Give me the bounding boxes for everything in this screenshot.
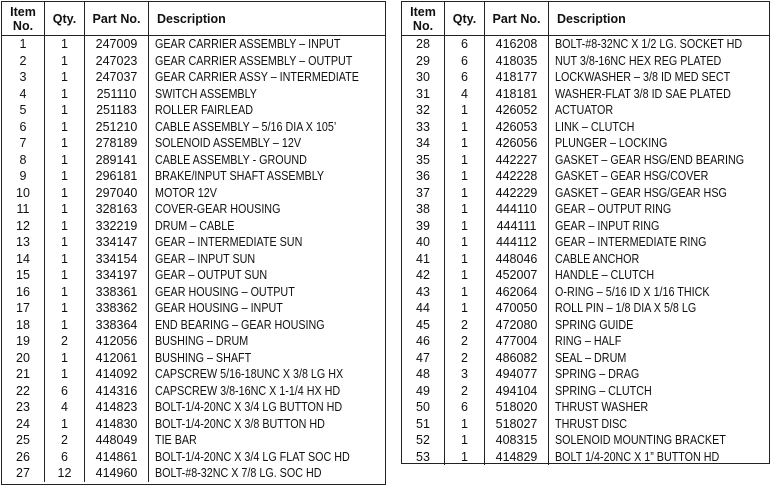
item-no-cell: 45	[402, 317, 445, 334]
table-row	[402, 416, 769, 433]
table-row	[2, 102, 385, 119]
qty-cell: 1	[445, 234, 485, 251]
part-no-cell: 426052	[485, 102, 549, 119]
item-no-cell: 53	[402, 449, 445, 466]
qty-cell: 6	[445, 69, 485, 86]
qty-cell: 1	[445, 185, 485, 202]
table-row	[2, 432, 385, 449]
header-description: Description	[157, 11, 226, 26]
table-row	[402, 218, 769, 235]
table-row	[402, 234, 769, 251]
item-no-cell: 17	[2, 300, 45, 317]
description-cell: SPRING GUIDE	[555, 317, 634, 332]
description-cell: GEAR – OUTPUT RING	[555, 202, 672, 216]
item-no-cell: 48	[402, 366, 445, 383]
description-cell: END BEARING – GEAR HOUSING	[155, 317, 325, 332]
part-no-cell: 470050	[485, 300, 549, 317]
item-no-cell: 28	[402, 36, 445, 53]
item-no-cell: 15	[2, 267, 45, 284]
item-no-cell: 36	[402, 168, 445, 185]
description-cell: BOLT-#8-32NC X 1/2 LG. SOCKET HD	[555, 37, 743, 51]
item-no-cell: 23	[2, 399, 45, 416]
item-no-cell: 35	[402, 152, 445, 169]
part-no-cell: 297040	[85, 185, 149, 202]
item-no-cell: 22	[2, 383, 45, 400]
item-no-cell: 12	[2, 218, 45, 235]
qty-cell: 1	[45, 201, 85, 218]
description-cell: PLUNGER – LOCKING	[555, 136, 668, 150]
qty-cell: 1	[445, 449, 485, 466]
part-no-cell: 338362	[85, 300, 149, 317]
item-no-cell: 41	[402, 251, 445, 268]
description-cell: ACTUATOR	[555, 103, 614, 117]
item-no-cell: 39	[402, 218, 445, 235]
item-no-cell: 33	[402, 119, 445, 136]
part-no-cell: 338361	[85, 284, 149, 301]
qty-cell: 1	[45, 350, 85, 367]
description-cell: SOLENOID MOUNTING BRACKET	[555, 433, 726, 447]
qty-cell: 1	[445, 284, 485, 301]
part-no-cell: 247009	[85, 36, 149, 53]
table-row	[2, 333, 385, 350]
description-cell: ROLLER FAIRLEAD	[155, 103, 253, 117]
header-item-line2: No.	[412, 18, 434, 33]
description-cell: CABLE ASSEMBLY – 5/16 DIA X 105’	[155, 119, 337, 134]
part-no-cell: 408315	[485, 432, 549, 449]
item-no-cell: 46	[402, 333, 445, 350]
table-row	[402, 350, 769, 367]
description-cell: LINK – CLUTCH	[555, 119, 635, 134]
qty-cell: 6	[445, 399, 485, 416]
description-cell: O-RING – 5/16 ID X 1/16 THICK	[555, 284, 710, 299]
table-row	[402, 449, 769, 466]
description-cell: BOLT-#8-32NC X 7/8 LG. SOC HD	[155, 466, 322, 480]
item-no-cell: 9	[2, 168, 45, 185]
table-row	[2, 284, 385, 301]
qty-cell: 1	[45, 284, 85, 301]
table-row	[2, 119, 385, 136]
part-no-cell: 426053	[485, 119, 549, 136]
description-cell: GEAR CARRIER ASSEMBLY – OUTPUT	[155, 53, 353, 68]
item-no-cell: 47	[402, 350, 445, 367]
item-no-cell: 43	[402, 284, 445, 301]
description-cell: GEAR CARRIER ASSY – INTERMEDIATE	[155, 70, 359, 84]
qty-cell: 1	[45, 366, 85, 383]
table-body	[402, 36, 769, 465]
item-no-cell: 24	[2, 416, 45, 433]
description-cell: WASHER-FLAT 3/8 ID SAE PLATED	[555, 86, 731, 101]
part-no-cell: 448049	[85, 432, 149, 449]
description-cell: CAPSCREW 3/8-16NC X 1-1/4 HX HD	[155, 383, 341, 398]
part-no-cell: 289141	[85, 152, 149, 169]
part-no-cell: 426056	[485, 135, 549, 152]
part-no-cell: 418177	[485, 69, 549, 86]
part-no-cell: 472080	[485, 317, 549, 334]
description-cell: GEAR CARRIER ASSEMBLY – INPUT	[155, 37, 341, 51]
qty-cell: 1	[45, 102, 85, 119]
description-cell: LOCKWASHER – 3/8 ID MED SECT	[555, 70, 731, 84]
part-no-cell: 494104	[485, 383, 549, 400]
item-no-cell: 42	[402, 267, 445, 284]
part-no-cell: 334154	[85, 251, 149, 268]
description-cell: COVER-GEAR HOUSING	[155, 202, 281, 216]
table-row	[2, 383, 385, 400]
part-no-cell: 278189	[85, 135, 149, 152]
part-no-cell: 414829	[485, 449, 549, 466]
table-row	[2, 449, 385, 466]
qty-cell: 6	[45, 449, 85, 466]
item-no-cell: 10	[2, 185, 45, 202]
part-no-cell: 452007	[485, 267, 549, 284]
table-header	[2, 2, 385, 36]
part-no-cell: 444111	[485, 218, 549, 235]
qty-cell: 1	[445, 168, 485, 185]
header-item-no	[2, 2, 45, 35]
table-row	[402, 152, 769, 169]
table-row	[402, 168, 769, 185]
part-no-cell: 518020	[485, 399, 549, 416]
header-description: Description	[557, 11, 626, 26]
description-cell: BOLT 1/4-20NC X 1” BUTTON HD	[555, 449, 720, 464]
table-row	[402, 399, 769, 416]
item-no-cell: 34	[402, 135, 445, 152]
item-no-cell: 38	[402, 201, 445, 218]
table-row	[402, 86, 769, 103]
part-no-cell: 296181	[85, 168, 149, 185]
table-row	[2, 152, 385, 169]
description-cell: GASKET – GEAR HSG/END BEARING	[555, 152, 745, 167]
parts-table-left	[1, 1, 386, 485]
item-no-cell: 3	[2, 69, 45, 86]
table-row	[2, 53, 385, 70]
part-no-cell: 486082	[485, 350, 549, 367]
description-cell: CABLE ASSEMBLY - GROUND	[155, 152, 307, 167]
table-row	[2, 267, 385, 284]
item-no-cell: 44	[402, 300, 445, 317]
part-no-cell: 414830	[85, 416, 149, 433]
table-row	[2, 399, 385, 416]
description-cell: SPRING – DRAG	[555, 367, 640, 381]
description-cell: GEAR HOUSING – OUTPUT	[155, 284, 295, 299]
table-row	[402, 36, 769, 53]
item-no-cell: 25	[2, 432, 45, 449]
part-no-cell: 448046	[485, 251, 549, 268]
table-row	[402, 267, 769, 284]
header-part-no: Part No.	[85, 2, 149, 35]
part-no-cell: 416208	[485, 36, 549, 53]
header-part-no: Part No.	[485, 2, 549, 35]
qty-cell: 1	[45, 185, 85, 202]
part-no-cell: 414092	[85, 366, 149, 383]
description-cell: GEAR – INTERMEDIATE SUN	[155, 235, 303, 249]
description-cell: BUSHING – DRUM	[155, 334, 249, 348]
table-row	[402, 201, 769, 218]
item-no-cell: 4	[2, 86, 45, 103]
description-cell: SWITCH ASSEMBLY	[155, 86, 257, 101]
qty-cell: 1	[445, 201, 485, 218]
item-no-cell: 6	[2, 119, 45, 136]
qty-cell: 1	[45, 86, 85, 103]
qty-cell: 2	[445, 350, 485, 367]
description-cell: HANDLE – CLUTCH	[555, 268, 655, 282]
qty-cell: 1	[45, 218, 85, 235]
part-no-cell: 418035	[485, 53, 549, 70]
table-row	[402, 119, 769, 136]
item-no-cell: 2	[2, 53, 45, 70]
description-cell: GASKET – GEAR HSG/GEAR HSG	[555, 185, 727, 200]
description-cell: SEAL – DRUM	[555, 350, 627, 365]
qty-cell: 1	[45, 251, 85, 268]
item-no-cell: 26	[2, 449, 45, 466]
item-no-cell: 21	[2, 366, 45, 383]
qty-cell: 2	[45, 432, 85, 449]
description-cell: NUT 3/8-16NC HEX REG PLATED	[555, 53, 722, 68]
item-no-cell: 37	[402, 185, 445, 202]
table-row	[2, 300, 385, 317]
item-no-cell: 29	[402, 53, 445, 70]
part-no-cell: 328163	[85, 201, 149, 218]
item-no-cell: 5	[2, 102, 45, 119]
table-row	[402, 300, 769, 317]
description-cell: GEAR HOUSING – INPUT	[155, 301, 283, 315]
table-row	[2, 201, 385, 218]
qty-cell: 1	[45, 416, 85, 433]
part-no-cell: 251110	[85, 86, 149, 103]
header-qty: Qty.	[45, 2, 85, 35]
table-row	[402, 432, 769, 449]
qty-cell: 1	[445, 267, 485, 284]
part-no-cell: 444112	[485, 234, 549, 251]
qty-cell: 1	[45, 267, 85, 284]
header-item-no	[402, 2, 445, 35]
qty-cell: 2	[445, 333, 485, 350]
table-row	[402, 102, 769, 119]
qty-cell: 1	[445, 432, 485, 449]
item-no-cell: 20	[2, 350, 45, 367]
description-cell: BOLT-1/4-20NC X 3/8 BUTTON HD	[155, 416, 325, 431]
table-row	[2, 234, 385, 251]
item-no-cell: 51	[402, 416, 445, 433]
header-item-line1: Item	[410, 4, 436, 19]
item-no-cell: 13	[2, 234, 45, 251]
description-cell: RING – HALF	[555, 334, 622, 348]
description-cell: DRUM – CABLE	[155, 218, 235, 233]
table-row	[2, 185, 385, 202]
table-header	[402, 2, 769, 36]
item-no-cell: 19	[2, 333, 45, 350]
item-no-cell: 1	[2, 36, 45, 53]
qty-cell: 1	[445, 300, 485, 317]
part-no-cell: 414861	[85, 449, 149, 466]
part-no-cell: 444110	[485, 201, 549, 218]
part-no-cell: 251210	[85, 119, 149, 136]
part-no-cell: 418181	[485, 86, 549, 103]
part-no-cell: 442227	[485, 152, 549, 169]
qty-cell: 1	[45, 168, 85, 185]
header-qty: Qty.	[445, 2, 485, 35]
description-cell: BRAKE/INPUT SHAFT ASSEMBLY	[155, 169, 325, 183]
part-no-cell: 412056	[85, 333, 149, 350]
qty-cell: 1	[45, 300, 85, 317]
table-row	[2, 251, 385, 268]
item-no-cell: 31	[402, 86, 445, 103]
table-row	[2, 86, 385, 103]
qty-cell: 2	[445, 317, 485, 334]
qty-cell: 2	[45, 333, 85, 350]
part-no-cell: 334197	[85, 267, 149, 284]
item-no-cell: 40	[402, 234, 445, 251]
qty-cell: 1	[445, 102, 485, 119]
table-row	[2, 168, 385, 185]
qty-cell: 2	[445, 383, 485, 400]
description-cell: GEAR – INTERMEDIATE RING	[555, 235, 707, 249]
description-cell: GEAR – OUTPUT SUN	[155, 268, 268, 282]
qty-cell: 1	[45, 152, 85, 169]
part-no-cell: 338364	[85, 317, 149, 334]
table-row	[2, 350, 385, 367]
description-cell: BOLT-1/4-20NC X 3/4 LG BUTTON HD	[155, 400, 343, 414]
qty-cell: 4	[45, 399, 85, 416]
item-no-cell: 32	[402, 102, 445, 119]
qty-cell: 1	[445, 152, 485, 169]
table-row	[402, 333, 769, 350]
part-no-cell: 251183	[85, 102, 149, 119]
description-cell: CAPSCREW 5/16-18UNC X 3/8 LG HX	[155, 367, 344, 381]
table-row	[402, 383, 769, 400]
description-cell: SPRING – CLUTCH	[555, 383, 652, 398]
table-row	[402, 135, 769, 152]
qty-cell: 1	[445, 135, 485, 152]
description-cell: BUSHING – SHAFT	[155, 350, 252, 365]
qty-cell: 1	[45, 36, 85, 53]
item-no-cell: 27	[2, 465, 45, 482]
header-item-line1: Item	[10, 4, 36, 19]
table-row	[402, 284, 769, 301]
qty-cell: 6	[445, 36, 485, 53]
description-cell: THRUST DISC	[555, 416, 628, 431]
item-no-cell: 49	[402, 383, 445, 400]
part-no-cell: 477004	[485, 333, 549, 350]
item-no-cell: 8	[2, 152, 45, 169]
item-no-cell: 30	[402, 69, 445, 86]
table-row	[2, 416, 385, 433]
qty-cell: 6	[445, 53, 485, 70]
description-cell: SOLENOID ASSEMBLY – 12V	[155, 136, 301, 150]
part-no-cell: 334147	[85, 234, 149, 251]
table-row	[2, 366, 385, 383]
part-no-cell: 412061	[85, 350, 149, 367]
item-no-cell: 52	[402, 432, 445, 449]
part-no-cell: 442228	[485, 168, 549, 185]
table-row	[402, 251, 769, 268]
item-no-cell: 50	[402, 399, 445, 416]
table-row	[2, 465, 385, 482]
description-cell: GEAR – INPUT RING	[555, 218, 660, 233]
part-no-cell: 414823	[85, 399, 149, 416]
part-no-cell: 462064	[485, 284, 549, 301]
qty-cell: 1	[445, 251, 485, 268]
description-cell: CABLE ANCHOR	[555, 251, 640, 266]
qty-cell: 1	[45, 119, 85, 136]
item-no-cell: 7	[2, 135, 45, 152]
qty-cell: 1	[45, 53, 85, 70]
qty-cell: 1	[45, 317, 85, 334]
table-row	[402, 185, 769, 202]
item-no-cell: 14	[2, 251, 45, 268]
table-body	[2, 36, 385, 482]
part-no-cell: 247023	[85, 53, 149, 70]
qty-cell: 1	[45, 135, 85, 152]
item-no-cell: 16	[2, 284, 45, 301]
table-row	[2, 218, 385, 235]
qty-cell: 1	[45, 69, 85, 86]
qty-cell: 1	[45, 234, 85, 251]
description-cell: THRUST WASHER	[555, 400, 649, 414]
description-cell: MOTOR 12V	[155, 185, 217, 200]
table-row	[402, 69, 769, 86]
table-row	[402, 317, 769, 334]
qty-cell: 4	[445, 86, 485, 103]
parts-table-right	[401, 1, 770, 464]
table-row	[2, 317, 385, 334]
qty-cell: 12	[45, 465, 85, 482]
qty-cell: 1	[445, 119, 485, 136]
part-no-cell: 442229	[485, 185, 549, 202]
description-cell: BOLT-1/4-20NC X 3/4 LG FLAT SOC HD	[155, 449, 350, 464]
part-no-cell: 332219	[85, 218, 149, 235]
table-row	[402, 53, 769, 70]
table-row	[2, 135, 385, 152]
description-cell: GEAR – INPUT SUN	[155, 251, 256, 266]
qty-cell: 3	[445, 366, 485, 383]
table-row	[2, 36, 385, 53]
item-no-cell: 18	[2, 317, 45, 334]
item-no-cell: 11	[2, 201, 45, 218]
qty-cell: 1	[445, 416, 485, 433]
part-no-cell: 494077	[485, 366, 549, 383]
table-row	[2, 69, 385, 86]
header-item-line2: No.	[12, 18, 34, 33]
description-cell: GASKET – GEAR HSG/COVER	[555, 169, 709, 183]
table-row	[402, 366, 769, 383]
part-no-cell: 414960	[85, 465, 149, 482]
part-no-cell: 247037	[85, 69, 149, 86]
description-cell: ROLL PIN – 1/8 DIA X 5/8 LG	[555, 301, 697, 315]
part-no-cell: 518027	[485, 416, 549, 433]
part-no-cell: 414316	[85, 383, 149, 400]
qty-cell: 6	[45, 383, 85, 400]
qty-cell: 1	[445, 218, 485, 235]
description-cell: TIE BAR	[155, 433, 197, 447]
